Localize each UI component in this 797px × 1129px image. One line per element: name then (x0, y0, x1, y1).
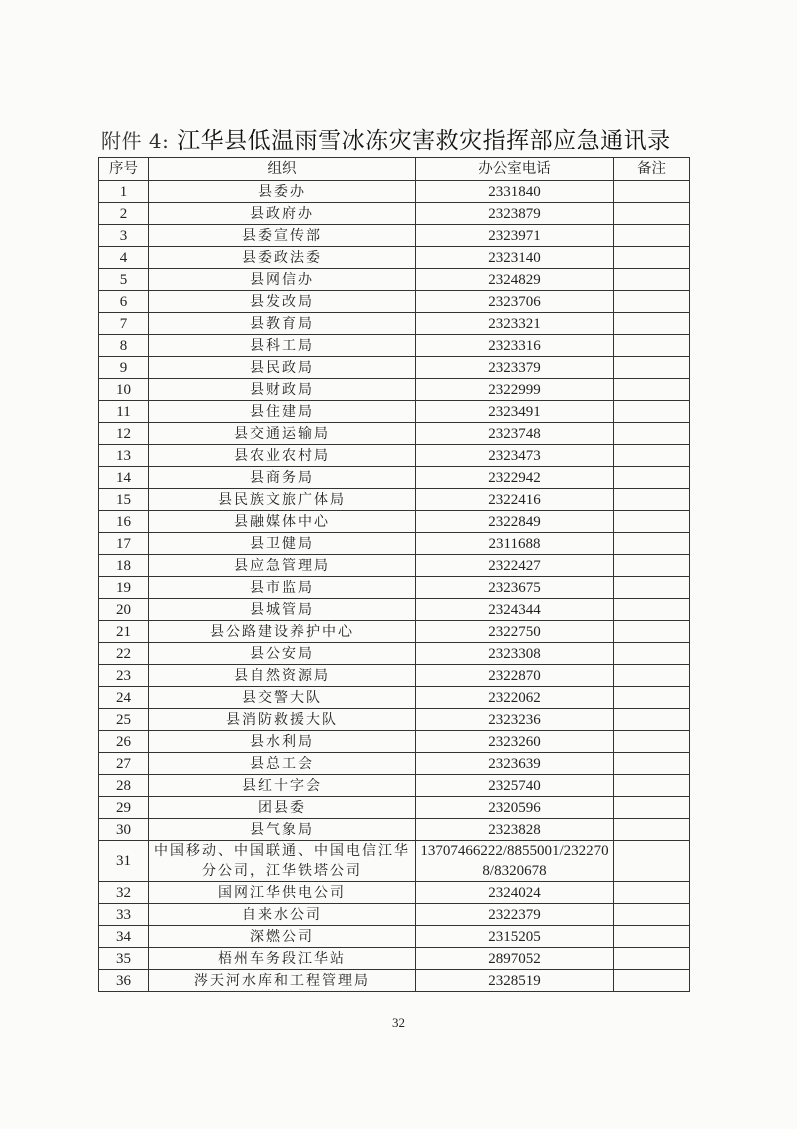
row-organization: 县水利局 (149, 731, 416, 753)
row-organization: 县应急管理局 (149, 555, 416, 577)
row-organization: 县委宣传部 (149, 225, 416, 247)
row-phone: 2323379 (416, 357, 614, 379)
row-organization: 县融媒体中心 (149, 511, 416, 533)
row-note (614, 313, 690, 335)
row-organization: 国网江华供电公司 (149, 882, 416, 904)
row-number: 11 (99, 401, 149, 423)
table-row (99, 599, 690, 621)
row-number: 20 (99, 599, 149, 621)
row-number: 28 (99, 775, 149, 797)
row-phone: 2322427 (416, 555, 614, 577)
header-no: 序号 (99, 158, 149, 181)
row-note (614, 467, 690, 489)
page-number: 32 (392, 1015, 405, 1030)
row-organization: 县委办 (149, 181, 416, 203)
table-row (99, 797, 690, 819)
row-organization: 县民政局 (149, 357, 416, 379)
row-organization: 县交通运输局 (149, 423, 416, 445)
table-row (99, 753, 690, 775)
table-row (99, 643, 690, 665)
row-number: 4 (99, 247, 149, 269)
header-org: 组织 (149, 158, 416, 181)
row-note (614, 555, 690, 577)
row-number: 15 (99, 489, 149, 511)
row-phone: 2322849 (416, 511, 614, 533)
row-phone: 2323308 (416, 643, 614, 665)
row-phone: 2323971 (416, 225, 614, 247)
row-phone: 2323236 (416, 709, 614, 731)
row-number: 10 (99, 379, 149, 401)
row-organization: 县农业农村局 (149, 445, 416, 467)
row-phone: 2322416 (416, 489, 614, 511)
row-number: 13 (99, 445, 149, 467)
row-organization: 县发改局 (149, 291, 416, 313)
table-row (99, 841, 690, 882)
row-number: 23 (99, 665, 149, 687)
row-note (614, 797, 690, 819)
table-row (99, 379, 690, 401)
row-phone: 2322942 (416, 467, 614, 489)
header-phone: 办公室电话 (416, 158, 614, 181)
table-body (99, 181, 690, 992)
contact-table (98, 157, 690, 992)
table-row (99, 533, 690, 555)
row-phone: 2324024 (416, 882, 614, 904)
row-note (614, 247, 690, 269)
row-note (614, 401, 690, 423)
row-note (614, 445, 690, 467)
row-number: 26 (99, 731, 149, 753)
row-phone: 2322870 (416, 665, 614, 687)
row-organization: 县教育局 (149, 313, 416, 335)
row-number: 7 (99, 313, 149, 335)
row-number: 36 (99, 970, 149, 992)
title-prefix: 附件 4: (101, 129, 170, 153)
row-phone: 2311688 (416, 533, 614, 555)
row-note (614, 533, 690, 555)
row-organization: 县政府办 (149, 203, 416, 225)
header-note: 备注 (614, 158, 690, 181)
row-number: 2 (99, 203, 149, 225)
table-header-row (99, 158, 690, 181)
row-number: 1 (99, 181, 149, 203)
row-phone: 2323639 (416, 753, 614, 775)
table-row (99, 489, 690, 511)
table-row (99, 948, 690, 970)
row-number: 17 (99, 533, 149, 555)
row-number: 30 (99, 819, 149, 841)
table-row (99, 577, 690, 599)
row-number: 16 (99, 511, 149, 533)
title-text: 江华县低温雨雪冰冻灾害救灾指挥部应急通讯录 (177, 128, 671, 154)
table-row (99, 904, 690, 926)
row-number: 19 (99, 577, 149, 599)
row-phone: 2324344 (416, 599, 614, 621)
table-row (99, 423, 690, 445)
table-row (99, 665, 690, 687)
row-phone: 2323316 (416, 335, 614, 357)
row-number: 9 (99, 357, 149, 379)
row-organization: 县委政法委 (149, 247, 416, 269)
row-organization: 县民族文旅广体局 (149, 489, 416, 511)
row-note (614, 841, 690, 882)
row-organization: 县商务局 (149, 467, 416, 489)
row-organization: 县气象局 (149, 819, 416, 841)
table-row (99, 970, 690, 992)
row-note (614, 269, 690, 291)
row-organization: 县财政局 (149, 379, 416, 401)
row-organization: 县卫健局 (149, 533, 416, 555)
row-number: 8 (99, 335, 149, 357)
row-note (614, 599, 690, 621)
row-number: 3 (99, 225, 149, 247)
row-number: 25 (99, 709, 149, 731)
table-row (99, 687, 690, 709)
table-row (99, 313, 690, 335)
row-note (614, 731, 690, 753)
row-number: 34 (99, 926, 149, 948)
table-row (99, 357, 690, 379)
row-note (614, 379, 690, 401)
row-note (614, 335, 690, 357)
table-row (99, 555, 690, 577)
row-note (614, 948, 690, 970)
table-row (99, 882, 690, 904)
row-phone: 2897052 (416, 948, 614, 970)
table-row (99, 775, 690, 797)
row-organization: 县科工局 (149, 335, 416, 357)
row-number: 35 (99, 948, 149, 970)
table-row (99, 335, 690, 357)
row-note (614, 577, 690, 599)
row-note (614, 181, 690, 203)
table-row (99, 445, 690, 467)
row-note (614, 357, 690, 379)
row-phone: 2323675 (416, 577, 614, 599)
row-number: 6 (99, 291, 149, 313)
row-phone: 2325740 (416, 775, 614, 797)
table-row (99, 291, 690, 313)
row-phone: 2322379 (416, 904, 614, 926)
row-number: 29 (99, 797, 149, 819)
row-number: 22 (99, 643, 149, 665)
row-note (614, 225, 690, 247)
document-title (101, 122, 671, 155)
row-number: 31 (99, 841, 149, 882)
row-note (614, 511, 690, 533)
row-phone: 2323140 (416, 247, 614, 269)
row-note (614, 203, 690, 225)
row-note (614, 621, 690, 643)
row-phone: 2328519 (416, 970, 614, 992)
row-note (614, 687, 690, 709)
row-organization: 县自然资源局 (149, 665, 416, 687)
row-phone: 13707466222/8855001/2322708/8320678 (416, 841, 614, 882)
table-row (99, 621, 690, 643)
table-row (99, 467, 690, 489)
row-phone: 2322999 (416, 379, 614, 401)
row-note (614, 753, 690, 775)
row-organization: 县城管局 (149, 599, 416, 621)
row-phone: 2323748 (416, 423, 614, 445)
row-note (614, 709, 690, 731)
row-number: 5 (99, 269, 149, 291)
row-phone: 2315205 (416, 926, 614, 948)
row-note (614, 819, 690, 841)
row-number: 12 (99, 423, 149, 445)
table-row (99, 247, 690, 269)
row-note (614, 904, 690, 926)
row-note (614, 970, 690, 992)
table-row (99, 225, 690, 247)
row-phone: 2331840 (416, 181, 614, 203)
row-phone: 2324829 (416, 269, 614, 291)
row-note (614, 665, 690, 687)
row-phone: 2322062 (416, 687, 614, 709)
row-organization: 自来水公司 (149, 904, 416, 926)
row-phone: 2323879 (416, 203, 614, 225)
table-row (99, 731, 690, 753)
row-organization: 县消防救援大队 (149, 709, 416, 731)
row-organization: 中国移动、中国联通、中国电信江华分公司，江华铁塔公司 (149, 841, 416, 882)
row-note (614, 643, 690, 665)
row-number: 27 (99, 753, 149, 775)
row-phone: 2323260 (416, 731, 614, 753)
row-phone: 2323321 (416, 313, 614, 335)
row-phone: 2322750 (416, 621, 614, 643)
row-organization: 深燃公司 (149, 926, 416, 948)
table-row (99, 819, 690, 841)
row-organization: 县市监局 (149, 577, 416, 599)
table-row (99, 926, 690, 948)
row-note (614, 882, 690, 904)
table-row (99, 181, 690, 203)
row-number: 32 (99, 882, 149, 904)
table-row (99, 203, 690, 225)
row-organization: 县网信办 (149, 269, 416, 291)
row-organization: 县交警大队 (149, 687, 416, 709)
row-organization: 县总工会 (149, 753, 416, 775)
table-row (99, 709, 690, 731)
row-note (614, 489, 690, 511)
row-number: 33 (99, 904, 149, 926)
row-phone: 2323706 (416, 291, 614, 313)
row-note (614, 926, 690, 948)
row-number: 24 (99, 687, 149, 709)
table-row (99, 511, 690, 533)
row-organization: 县公安局 (149, 643, 416, 665)
table-row (99, 401, 690, 423)
row-organization: 县公路建设养护中心 (149, 621, 416, 643)
row-number: 21 (99, 621, 149, 643)
row-number: 14 (99, 467, 149, 489)
row-note (614, 423, 690, 445)
row-phone: 2323491 (416, 401, 614, 423)
row-organization: 县红十字会 (149, 775, 416, 797)
row-organization: 梧州车务段江华站 (149, 948, 416, 970)
row-note (614, 291, 690, 313)
row-phone: 2323473 (416, 445, 614, 467)
row-note (614, 775, 690, 797)
table-row (99, 269, 690, 291)
row-organization: 县住建局 (149, 401, 416, 423)
row-number: 18 (99, 555, 149, 577)
row-phone: 2320596 (416, 797, 614, 819)
row-organization: 涔天河水库和工程管理局 (149, 970, 416, 992)
row-phone: 2323828 (416, 819, 614, 841)
row-organization: 团县委 (149, 797, 416, 819)
